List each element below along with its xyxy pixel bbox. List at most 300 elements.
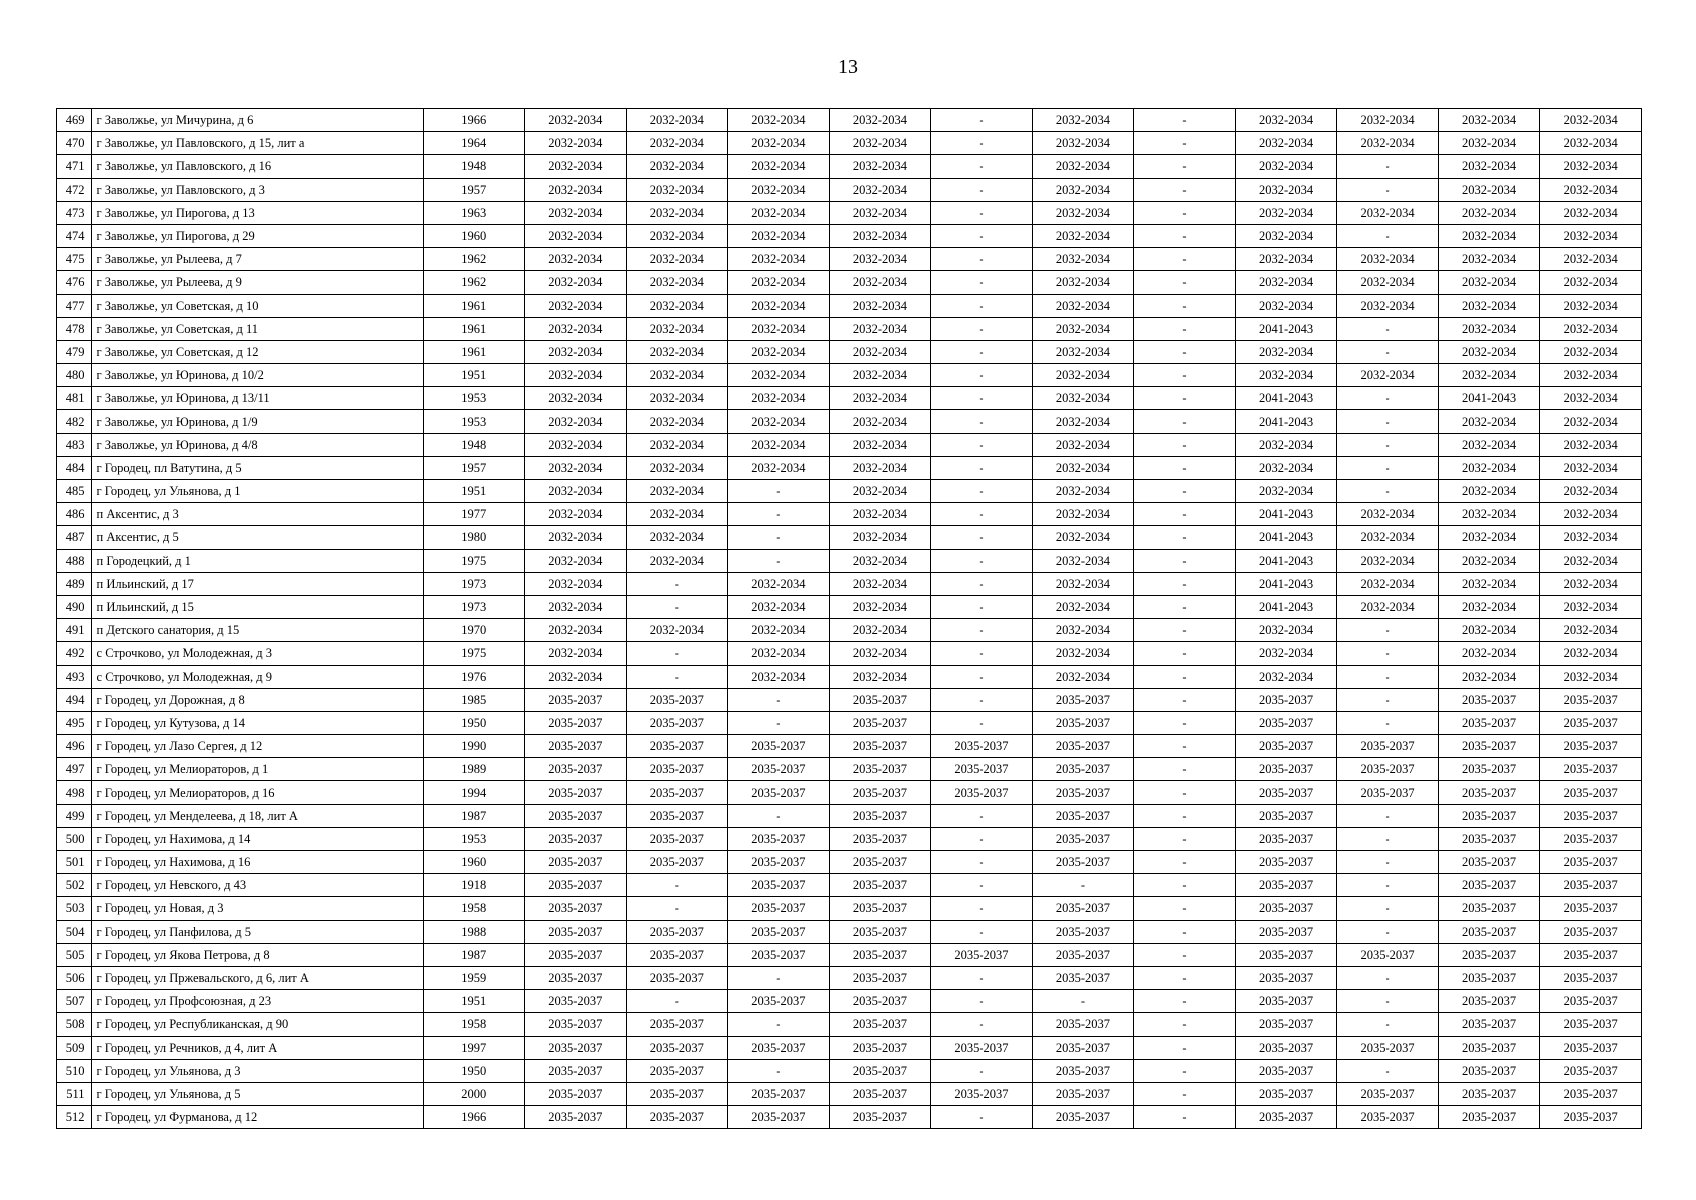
period-cell-11: 2032-2034 <box>1540 410 1642 433</box>
table-row <box>57 248 1642 271</box>
period-cell-11: 2032-2034 <box>1540 271 1642 294</box>
period-cell-7: - <box>1134 1106 1236 1129</box>
address-cell: п Аксентис, д 5 <box>91 526 423 549</box>
period-cell-10: 2041-2043 <box>1438 387 1540 410</box>
period-cell-11: 2032-2034 <box>1540 595 1642 618</box>
period-cell-1: 2035-2037 <box>525 920 627 943</box>
year-cell: 1953 <box>423 827 525 850</box>
row-number-cell: 472 <box>57 178 92 201</box>
period-cell-5: - <box>931 619 1033 642</box>
table-row <box>57 758 1642 781</box>
period-cell-11: 2032-2034 <box>1540 456 1642 479</box>
period-cell-10: 2032-2034 <box>1438 642 1540 665</box>
period-cell-10: 2035-2037 <box>1438 735 1540 758</box>
period-cell-7: - <box>1134 271 1236 294</box>
period-cell-9: - <box>1337 920 1439 943</box>
period-cell-7: - <box>1134 364 1236 387</box>
address-cell: г Заволжье, ул Юринова, д 10/2 <box>91 364 423 387</box>
period-cell-11: 2032-2034 <box>1540 224 1642 247</box>
period-cell-8: 2041-2043 <box>1235 595 1337 618</box>
period-cell-4: 2035-2037 <box>829 897 931 920</box>
table-row <box>57 1082 1642 1105</box>
period-cell-8: 2035-2037 <box>1235 827 1337 850</box>
period-cell-5: - <box>931 874 1033 897</box>
row-number-cell: 481 <box>57 387 92 410</box>
period-cell-6: 2035-2037 <box>1032 711 1134 734</box>
row-number-cell: 511 <box>57 1082 92 1105</box>
period-cell-10: 2032-2034 <box>1438 503 1540 526</box>
period-cell-4: 2032-2034 <box>829 665 931 688</box>
period-cell-6: 2032-2034 <box>1032 619 1134 642</box>
period-cell-4: 2035-2037 <box>829 1106 931 1129</box>
period-cell-10: 2032-2034 <box>1438 317 1540 340</box>
period-cell-9: - <box>1337 456 1439 479</box>
period-cell-1: 2032-2034 <box>525 340 627 363</box>
period-cell-1: 2032-2034 <box>525 410 627 433</box>
period-cell-10: 2032-2034 <box>1438 526 1540 549</box>
period-cell-4: 2032-2034 <box>829 178 931 201</box>
period-cell-11: 2035-2037 <box>1540 1082 1642 1105</box>
table-row <box>57 804 1642 827</box>
period-cell-2: 2032-2034 <box>626 248 728 271</box>
period-cell-5: - <box>931 990 1033 1013</box>
period-cell-5: - <box>931 317 1033 340</box>
period-cell-6: 2035-2037 <box>1032 1059 1134 1082</box>
period-cell-10: 2035-2037 <box>1438 688 1540 711</box>
period-cell-3: 2035-2037 <box>728 943 830 966</box>
period-cell-8: 2041-2043 <box>1235 503 1337 526</box>
period-cell-7: - <box>1134 248 1236 271</box>
period-cell-10: 2035-2037 <box>1438 781 1540 804</box>
period-cell-2: 2035-2037 <box>626 1013 728 1036</box>
period-cell-7: - <box>1134 340 1236 363</box>
period-cell-5: - <box>931 178 1033 201</box>
period-cell-11: 2032-2034 <box>1540 433 1642 456</box>
period-cell-6: 2032-2034 <box>1032 387 1134 410</box>
period-cell-11: 2032-2034 <box>1540 178 1642 201</box>
year-cell: 1960 <box>423 851 525 874</box>
period-cell-9: - <box>1337 897 1439 920</box>
address-cell: г Городец, ул Республиканская, д 90 <box>91 1013 423 1036</box>
period-cell-2: 2032-2034 <box>626 503 728 526</box>
period-cell-4: 2032-2034 <box>829 248 931 271</box>
period-cell-2: 2035-2037 <box>626 688 728 711</box>
address-cell: г Городец, пл Ватутина, д 5 <box>91 456 423 479</box>
period-cell-8: 2032-2034 <box>1235 340 1337 363</box>
table-row <box>57 642 1642 665</box>
period-cell-7: - <box>1134 433 1236 456</box>
period-cell-6: 2035-2037 <box>1032 1036 1134 1059</box>
period-cell-11: 2035-2037 <box>1540 1059 1642 1082</box>
row-number-cell: 470 <box>57 132 92 155</box>
period-cell-11: 2032-2034 <box>1540 201 1642 224</box>
period-cell-3: 2032-2034 <box>728 456 830 479</box>
period-cell-8: 2032-2034 <box>1235 665 1337 688</box>
period-cell-8: 2032-2034 <box>1235 456 1337 479</box>
period-cell-7: - <box>1134 758 1236 781</box>
period-cell-9: 2032-2034 <box>1337 572 1439 595</box>
period-cell-8: 2035-2037 <box>1235 1106 1337 1129</box>
table-row <box>57 109 1642 132</box>
period-cell-6: 2035-2037 <box>1032 851 1134 874</box>
period-cell-6: 2032-2034 <box>1032 224 1134 247</box>
period-cell-4: 2032-2034 <box>829 410 931 433</box>
period-cell-7: - <box>1134 735 1236 758</box>
period-cell-4: 2035-2037 <box>829 851 931 874</box>
year-cell: 1957 <box>423 178 525 201</box>
period-cell-11: 2035-2037 <box>1540 920 1642 943</box>
period-cell-7: - <box>1134 155 1236 178</box>
period-cell-9: - <box>1337 155 1439 178</box>
period-cell-1: 2032-2034 <box>525 642 627 665</box>
period-cell-6: 2035-2037 <box>1032 1082 1134 1105</box>
period-cell-1: 2032-2034 <box>525 364 627 387</box>
period-cell-5: - <box>931 155 1033 178</box>
period-cell-9: 2032-2034 <box>1337 201 1439 224</box>
period-cell-3: 2032-2034 <box>728 364 830 387</box>
period-cell-8: 2035-2037 <box>1235 711 1337 734</box>
table-row <box>57 526 1642 549</box>
period-cell-6: 2035-2037 <box>1032 1013 1134 1036</box>
address-cell: г Заволжье, ул Мичурина, д 6 <box>91 109 423 132</box>
period-cell-9: - <box>1337 711 1439 734</box>
period-cell-7: - <box>1134 1082 1236 1105</box>
period-cell-6: 2032-2034 <box>1032 109 1134 132</box>
period-cell-3: - <box>728 966 830 989</box>
year-cell: 1973 <box>423 572 525 595</box>
address-cell: г Заволжье, ул Юринова, д 13/11 <box>91 387 423 410</box>
period-cell-8: 2035-2037 <box>1235 874 1337 897</box>
period-cell-10: 2032-2034 <box>1438 109 1540 132</box>
period-cell-4: 2032-2034 <box>829 572 931 595</box>
table-row <box>57 966 1642 989</box>
period-cell-1: 2032-2034 <box>525 387 627 410</box>
year-cell: 1953 <box>423 410 525 433</box>
row-number-cell: 496 <box>57 735 92 758</box>
period-cell-10: 2032-2034 <box>1438 155 1540 178</box>
table-row <box>57 271 1642 294</box>
period-cell-9: - <box>1337 317 1439 340</box>
year-cell: 1990 <box>423 735 525 758</box>
period-cell-8: 2041-2043 <box>1235 526 1337 549</box>
period-cell-7: - <box>1134 990 1236 1013</box>
period-cell-2: 2032-2034 <box>626 364 728 387</box>
period-cell-3: 2035-2037 <box>728 990 830 1013</box>
period-cell-8: 2035-2037 <box>1235 990 1337 1013</box>
period-cell-9: 2035-2037 <box>1337 1082 1439 1105</box>
period-cell-3: 2032-2034 <box>728 665 830 688</box>
period-cell-9: 2032-2034 <box>1337 109 1439 132</box>
row-number-cell: 484 <box>57 456 92 479</box>
period-cell-2: 2032-2034 <box>626 410 728 433</box>
row-number-cell: 497 <box>57 758 92 781</box>
year-cell: 1948 <box>423 433 525 456</box>
table-row <box>57 1013 1642 1036</box>
period-cell-6: 2032-2034 <box>1032 480 1134 503</box>
period-cell-11: 2032-2034 <box>1540 480 1642 503</box>
period-cell-9: 2032-2034 <box>1337 526 1439 549</box>
period-cell-10: 2035-2037 <box>1438 874 1540 897</box>
period-cell-2: 2032-2034 <box>626 294 728 317</box>
period-cell-3: 2032-2034 <box>728 155 830 178</box>
period-cell-4: 2032-2034 <box>829 595 931 618</box>
address-cell: с Строчково, ул Молодежная, д 9 <box>91 665 423 688</box>
year-cell: 1961 <box>423 294 525 317</box>
period-cell-8: 2041-2043 <box>1235 410 1337 433</box>
row-number-cell: 499 <box>57 804 92 827</box>
period-cell-5: - <box>931 897 1033 920</box>
period-cell-5: 2035-2037 <box>931 735 1033 758</box>
period-cell-3: 2032-2034 <box>728 248 830 271</box>
year-cell: 1966 <box>423 1106 525 1129</box>
period-cell-5: 2035-2037 <box>931 758 1033 781</box>
table-row <box>57 688 1642 711</box>
period-cell-6: - <box>1032 990 1134 1013</box>
period-cell-9: - <box>1337 642 1439 665</box>
period-cell-4: 2032-2034 <box>829 340 931 363</box>
period-cell-5: - <box>931 688 1033 711</box>
period-cell-6: 2032-2034 <box>1032 248 1134 271</box>
period-cell-9: 2035-2037 <box>1337 1106 1439 1129</box>
period-cell-8: 2032-2034 <box>1235 642 1337 665</box>
period-cell-9: - <box>1337 480 1439 503</box>
address-cell: г Городец, ул Новая, д 3 <box>91 897 423 920</box>
period-cell-11: 2032-2034 <box>1540 503 1642 526</box>
period-cell-3: 2032-2034 <box>728 201 830 224</box>
table-row <box>57 827 1642 850</box>
period-cell-6: 2035-2037 <box>1032 920 1134 943</box>
period-cell-11: 2035-2037 <box>1540 943 1642 966</box>
period-cell-1: 2032-2034 <box>525 248 627 271</box>
table-row <box>57 1106 1642 1129</box>
period-cell-1: 2035-2037 <box>525 1082 627 1105</box>
period-cell-3: - <box>728 688 830 711</box>
period-cell-6: 2032-2034 <box>1032 503 1134 526</box>
period-cell-4: 2032-2034 <box>829 132 931 155</box>
year-cell: 1987 <box>423 943 525 966</box>
period-cell-3: 2035-2037 <box>728 874 830 897</box>
period-cell-11: 2032-2034 <box>1540 619 1642 642</box>
period-cell-1: 2035-2037 <box>525 943 627 966</box>
period-cell-7: - <box>1134 201 1236 224</box>
period-cell-5: - <box>931 851 1033 874</box>
period-cell-1: 2032-2034 <box>525 271 627 294</box>
period-cell-2: 2032-2034 <box>626 456 728 479</box>
table-row <box>57 572 1642 595</box>
period-cell-9: 2032-2034 <box>1337 271 1439 294</box>
period-cell-4: 2035-2037 <box>829 943 931 966</box>
period-cell-10: 2035-2037 <box>1438 758 1540 781</box>
period-cell-2: - <box>626 572 728 595</box>
period-cell-5: - <box>931 456 1033 479</box>
period-cell-1: 2035-2037 <box>525 1106 627 1129</box>
period-cell-1: 2035-2037 <box>525 804 627 827</box>
period-cell-9: - <box>1337 387 1439 410</box>
period-cell-2: - <box>626 897 728 920</box>
address-cell: г Городец, ул Пржевальского, д 6, лит А <box>91 966 423 989</box>
period-cell-5: - <box>931 364 1033 387</box>
period-cell-11: 2035-2037 <box>1540 688 1642 711</box>
period-cell-8: 2035-2037 <box>1235 735 1337 758</box>
period-cell-7: - <box>1134 224 1236 247</box>
period-cell-9: - <box>1337 827 1439 850</box>
period-cell-9: - <box>1337 340 1439 363</box>
table-row <box>57 990 1642 1013</box>
year-cell: 1964 <box>423 132 525 155</box>
period-cell-2: 2032-2034 <box>626 619 728 642</box>
period-cell-11: 2035-2037 <box>1540 990 1642 1013</box>
year-cell: 1989 <box>423 758 525 781</box>
period-cell-3: - <box>728 480 830 503</box>
period-cell-9: 2032-2034 <box>1337 248 1439 271</box>
period-cell-7: - <box>1134 1036 1236 1059</box>
period-cell-1: 2035-2037 <box>525 1013 627 1036</box>
period-cell-9: - <box>1337 804 1439 827</box>
table-body <box>57 109 1642 1129</box>
table-row <box>57 294 1642 317</box>
period-cell-8: 2035-2037 <box>1235 851 1337 874</box>
period-cell-10: 2035-2037 <box>1438 1059 1540 1082</box>
period-cell-8: 2035-2037 <box>1235 920 1337 943</box>
row-number-cell: 498 <box>57 781 92 804</box>
address-cell: г Городец, ул Лазо Сергея, д 12 <box>91 735 423 758</box>
period-cell-1: 2032-2034 <box>525 178 627 201</box>
period-cell-10: 2035-2037 <box>1438 920 1540 943</box>
address-cell: с Строчково, ул Молодежная, д 3 <box>91 642 423 665</box>
period-cell-5: - <box>931 572 1033 595</box>
table-row <box>57 619 1642 642</box>
year-cell: 2000 <box>423 1082 525 1105</box>
period-cell-2: 2035-2037 <box>626 920 728 943</box>
period-cell-5: - <box>931 294 1033 317</box>
address-cell: п Ильинский, д 15 <box>91 595 423 618</box>
year-cell: 1948 <box>423 155 525 178</box>
period-cell-10: 2035-2037 <box>1438 827 1540 850</box>
period-cell-2: 2035-2037 <box>626 1059 728 1082</box>
period-cell-6: 2032-2034 <box>1032 132 1134 155</box>
period-cell-10: 2032-2034 <box>1438 364 1540 387</box>
period-cell-3: 2032-2034 <box>728 178 830 201</box>
period-cell-8: 2035-2037 <box>1235 966 1337 989</box>
period-cell-6: 2035-2037 <box>1032 827 1134 850</box>
period-cell-6: 2032-2034 <box>1032 595 1134 618</box>
period-cell-3: 2032-2034 <box>728 572 830 595</box>
row-number-cell: 495 <box>57 711 92 734</box>
address-cell: г Заволжье, ул Пирогова, д 29 <box>91 224 423 247</box>
address-cell: г Городец, ул Фурманова, д 12 <box>91 1106 423 1129</box>
period-cell-9: 2035-2037 <box>1337 781 1439 804</box>
period-cell-6: 2035-2037 <box>1032 735 1134 758</box>
period-cell-3: 2032-2034 <box>728 387 830 410</box>
period-cell-4: 2035-2037 <box>829 781 931 804</box>
period-cell-11: 2032-2034 <box>1540 526 1642 549</box>
period-cell-5: - <box>931 966 1033 989</box>
period-cell-9: - <box>1337 410 1439 433</box>
period-cell-9: 2032-2034 <box>1337 595 1439 618</box>
period-cell-7: - <box>1134 1013 1236 1036</box>
period-cell-10: 2032-2034 <box>1438 201 1540 224</box>
period-cell-7: - <box>1134 781 1236 804</box>
table-row <box>57 549 1642 572</box>
period-cell-5: - <box>931 109 1033 132</box>
period-cell-8: 2035-2037 <box>1235 943 1337 966</box>
address-cell: г Городец, ул Речников, д 4, лит А <box>91 1036 423 1059</box>
period-cell-4: 2035-2037 <box>829 711 931 734</box>
period-cell-10: 2035-2037 <box>1438 897 1540 920</box>
period-cell-8: 2032-2034 <box>1235 132 1337 155</box>
period-cell-2: 2032-2034 <box>626 433 728 456</box>
period-cell-1: 2035-2037 <box>525 966 627 989</box>
row-number-cell: 491 <box>57 619 92 642</box>
period-cell-11: 2032-2034 <box>1540 364 1642 387</box>
year-cell: 1985 <box>423 688 525 711</box>
period-cell-1: 2032-2034 <box>525 526 627 549</box>
period-cell-10: 2035-2037 <box>1438 1036 1540 1059</box>
row-number-cell: 482 <box>57 410 92 433</box>
period-cell-5: - <box>931 433 1033 456</box>
row-number-cell: 502 <box>57 874 92 897</box>
period-cell-1: 2032-2034 <box>525 619 627 642</box>
period-cell-1: 2032-2034 <box>525 224 627 247</box>
period-cell-3: 2035-2037 <box>728 1082 830 1105</box>
year-cell: 1959 <box>423 966 525 989</box>
row-number-cell: 480 <box>57 364 92 387</box>
period-cell-7: - <box>1134 827 1236 850</box>
row-number-cell: 492 <box>57 642 92 665</box>
row-number-cell: 503 <box>57 897 92 920</box>
address-cell: г Заволжье, ул Павловского, д 15, лит а <box>91 132 423 155</box>
period-cell-6: 2032-2034 <box>1032 178 1134 201</box>
period-cell-1: 2032-2034 <box>525 109 627 132</box>
year-cell: 1957 <box>423 456 525 479</box>
year-cell: 1958 <box>423 1013 525 1036</box>
period-cell-7: - <box>1134 526 1236 549</box>
table-row <box>57 943 1642 966</box>
period-cell-3: 2035-2037 <box>728 920 830 943</box>
period-cell-4: 2032-2034 <box>829 109 931 132</box>
period-cell-2: 2032-2034 <box>626 224 728 247</box>
period-cell-4: 2032-2034 <box>829 642 931 665</box>
period-cell-4: 2032-2034 <box>829 271 931 294</box>
table-row <box>57 781 1642 804</box>
period-cell-3: 2035-2037 <box>728 781 830 804</box>
period-cell-9: - <box>1337 665 1439 688</box>
period-cell-8: 2035-2037 <box>1235 1036 1337 1059</box>
period-cell-10: 2035-2037 <box>1438 1106 1540 1129</box>
period-cell-9: - <box>1337 1059 1439 1082</box>
address-cell: г Заволжье, ул Советская, д 10 <box>91 294 423 317</box>
period-cell-6: 2032-2034 <box>1032 433 1134 456</box>
period-cell-8: 2032-2034 <box>1235 619 1337 642</box>
address-cell: г Заволжье, ул Советская, д 12 <box>91 340 423 363</box>
row-number-cell: 501 <box>57 851 92 874</box>
period-cell-11: 2032-2034 <box>1540 549 1642 572</box>
year-cell: 1950 <box>423 1059 525 1082</box>
period-cell-2: 2032-2034 <box>626 480 728 503</box>
period-cell-7: - <box>1134 665 1236 688</box>
row-number-cell: 506 <box>57 966 92 989</box>
period-cell-11: 2035-2037 <box>1540 804 1642 827</box>
period-cell-1: 2035-2037 <box>525 758 627 781</box>
address-cell: г Заволжье, ул Рылеева, д 9 <box>91 271 423 294</box>
table-row <box>57 387 1642 410</box>
period-cell-2: - <box>626 642 728 665</box>
period-cell-4: 2035-2037 <box>829 688 931 711</box>
year-cell: 1958 <box>423 897 525 920</box>
period-cell-9: 2035-2037 <box>1337 758 1439 781</box>
period-cell-5: - <box>931 132 1033 155</box>
period-cell-3: - <box>728 549 830 572</box>
